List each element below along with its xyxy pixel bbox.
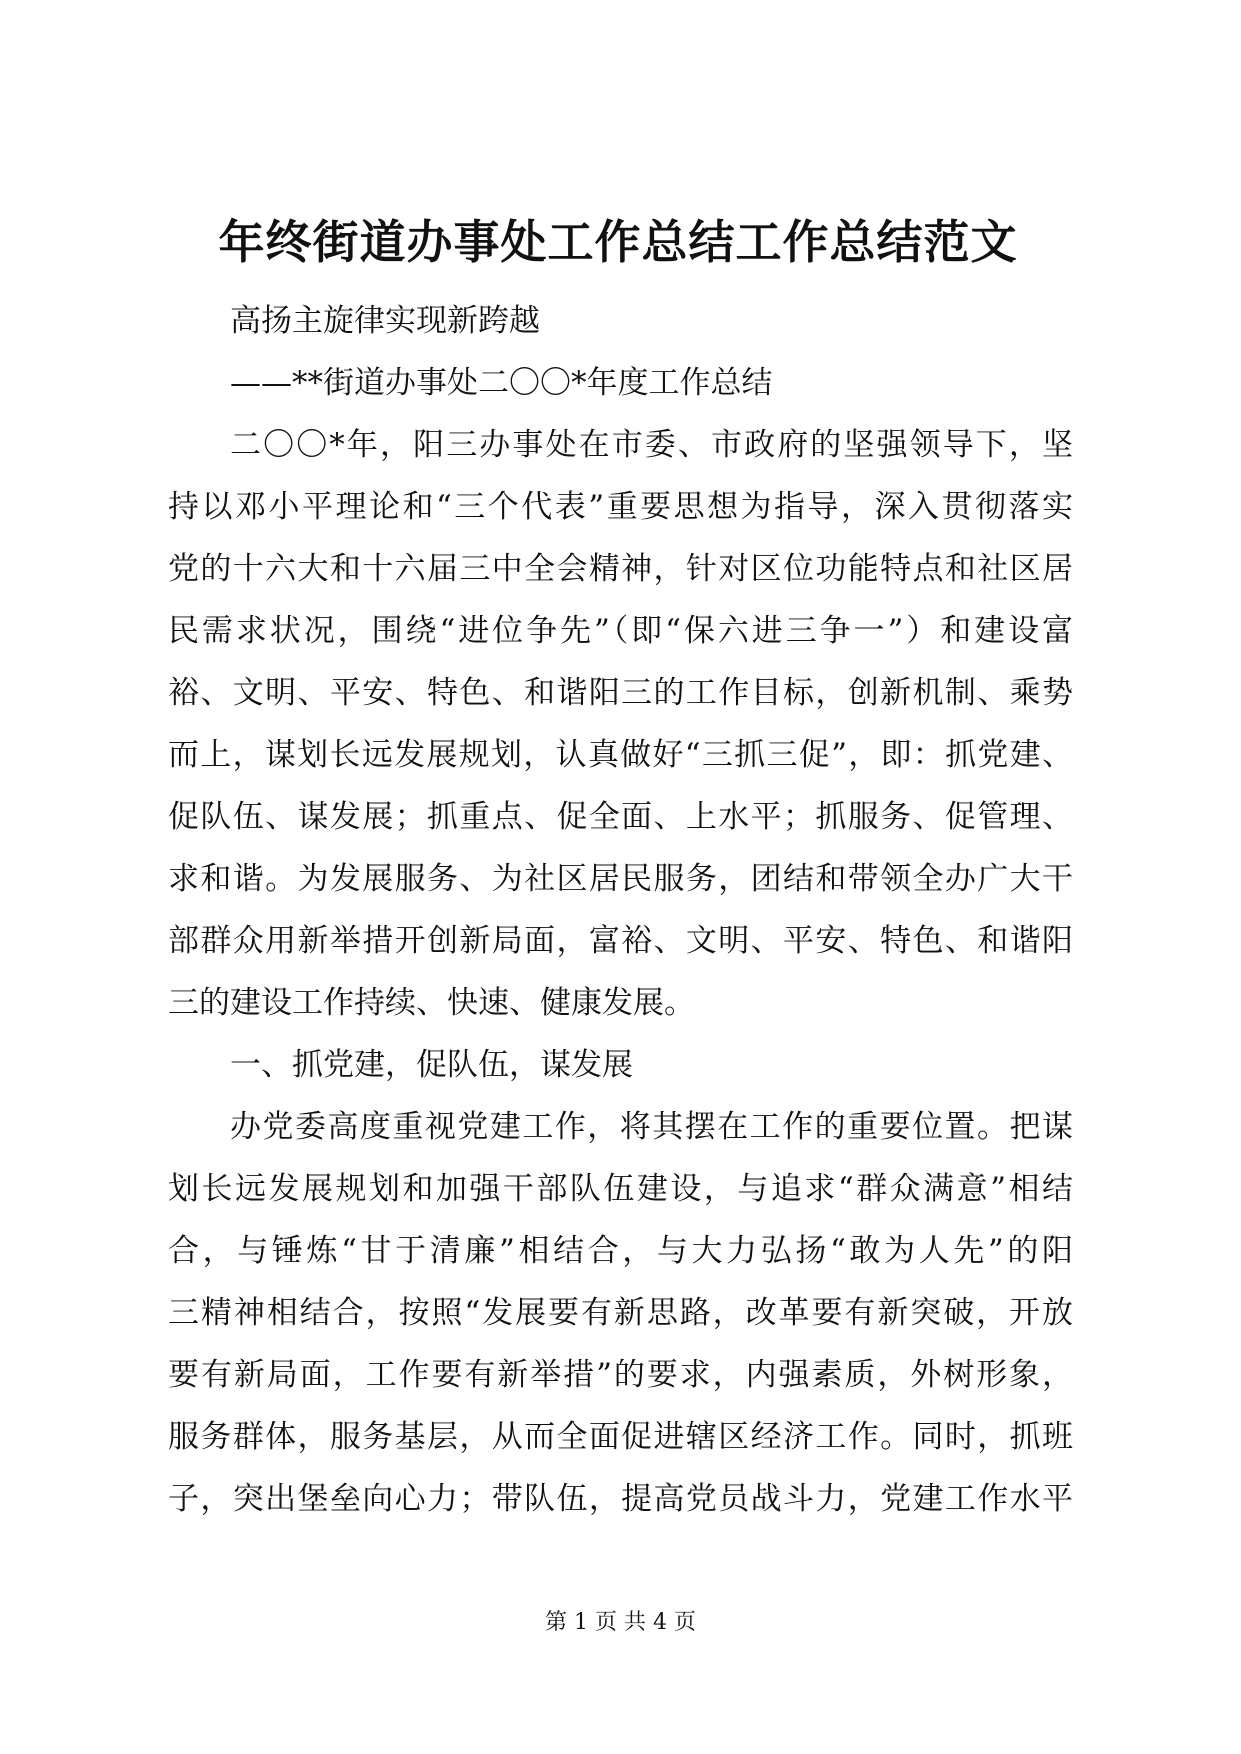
body-line: 合，与锤炼“甘于清廉”相结合，与大力弘扬“敢为人先”的阳	[168, 1233, 1073, 1269]
body-line: 要有新局面，工作要有新举措”的要求，内强素质，外树形象，	[168, 1357, 1073, 1393]
body-line: 持以邓小平理论和“三个代表”重要思想为指导，深入贯彻落实	[168, 489, 1073, 525]
body-line: 办党委高度重视党建工作，将其摆在工作的重要位置。把谋	[230, 1109, 1073, 1145]
body-line: 三精神相结合，按照“发展要有新思路，改革要有新突破，开放	[168, 1295, 1073, 1331]
body-line: 部群众用新举措开创新局面，富裕、文明、平安、特色、和谐阳	[168, 923, 1073, 959]
body-line: 而上，谋划长远发展规划，认真做好“三抓三促”，即：抓党建、	[168, 737, 1073, 773]
body-line: 子，突出堡垒向心力；带队伍，提高党员战斗力，党建工作水平	[168, 1481, 1073, 1517]
body-line: 一、抓党建，促队伍，谋发展	[230, 1047, 633, 1083]
body-line: 求和谐。为发展服务、为社区居民服务，团结和带领全办广大干	[168, 861, 1073, 897]
body-line: 服务群体，服务基层，从而全面促进辖区经济工作。同时，抓班	[168, 1419, 1073, 1455]
body-line: 党的十六大和十六届三中全会精神，针对区位功能特点和社区居	[168, 551, 1073, 587]
body-line: 民需求状况，围绕“进位争先”（即“保六进三争一”）和建设富	[168, 613, 1073, 649]
document-title: 年终街道办事处工作总结工作总结范文	[218, 215, 1018, 269]
body-line: 三的建设工作持续、快速、健康发展。	[168, 985, 695, 1021]
body-line: 裕、文明、平安、特色、和谐阳三的工作目标，创新机制、乘势	[168, 675, 1073, 711]
body-line: 高扬主旋律实现新跨越	[230, 303, 540, 339]
body-line: 促队伍、谋发展；抓重点、促全面、上水平；抓服务、促管理、	[168, 799, 1073, 835]
body-line: 二〇〇*年，阳三办事处在市委、市政府的坚强领导下，坚	[230, 427, 1073, 463]
body-line: 划长远发展规划和加强干部队伍建设，与追求“群众满意”相结	[168, 1171, 1073, 1207]
body-line: ——**街道办事处二〇〇*年度工作总结	[230, 365, 773, 401]
page-footer: 第 1 页 共 4 页	[545, 1610, 696, 1635]
document-body	[168, 290, 1073, 1530]
